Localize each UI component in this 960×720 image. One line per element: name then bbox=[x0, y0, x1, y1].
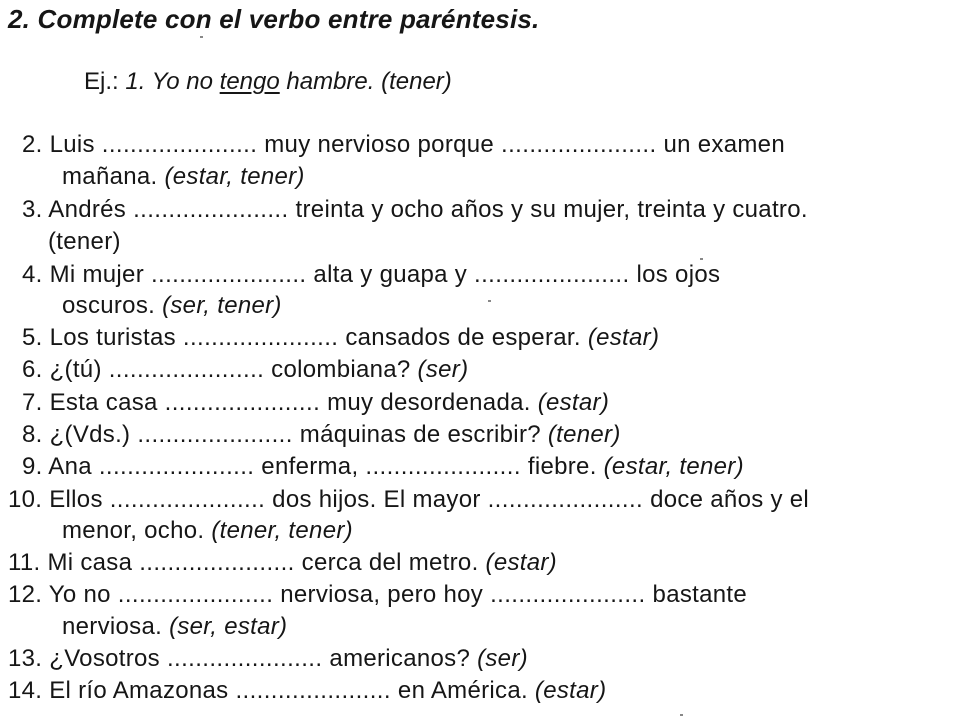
example-prefix: Ej.: bbox=[84, 68, 126, 95]
verb-hint: (tener, tener) bbox=[211, 517, 353, 544]
item-text: 4. Mi mujer bbox=[22, 261, 151, 288]
item-3-line-1 bbox=[22, 196, 808, 224]
verb-hint: (ser) bbox=[477, 645, 528, 672]
item-text: muy nervioso porque bbox=[257, 131, 502, 158]
item-text: 13. ¿Vosotros bbox=[8, 645, 167, 672]
item-text: 10. Ellos bbox=[8, 486, 110, 513]
item-9-line bbox=[22, 453, 744, 481]
item-10-line-2 bbox=[62, 517, 353, 545]
answer-blank[interactable]: ...................... bbox=[133, 196, 289, 223]
answer-blank[interactable]: ...................... bbox=[101, 131, 258, 158]
verb-hint: (estar) bbox=[534, 677, 607, 704]
item-5-line bbox=[22, 324, 659, 352]
item-13-line bbox=[8, 645, 528, 673]
item-text: alta y guapa y bbox=[306, 261, 475, 288]
verb-hint: (estar, tener) bbox=[164, 163, 305, 190]
item-7-line bbox=[22, 389, 609, 417]
verb-hint: (tener) bbox=[48, 228, 121, 255]
item-text: nerviosa, pero hoy bbox=[273, 581, 491, 608]
scan-speck bbox=[700, 258, 703, 260]
item-4-line-2 bbox=[62, 292, 282, 320]
answer-blank[interactable]: ...................... bbox=[150, 261, 307, 288]
item-text: 7. Esta casa bbox=[22, 389, 165, 416]
item-text: doce años y el bbox=[643, 486, 810, 513]
item-text: 9. Ana bbox=[22, 453, 99, 480]
verb-hint: (ser, tener) bbox=[162, 292, 282, 319]
answer-blank[interactable]: ...................... bbox=[182, 324, 339, 351]
exercise-heading: 2. Complete con el verbo entre paréntesis. bbox=[8, 4, 540, 34]
item-text: 11. Mi casa bbox=[8, 549, 140, 576]
scan-speck bbox=[680, 714, 683, 716]
item-text: cansados de esperar. bbox=[338, 324, 588, 351]
item-text: treinta y ocho años y su mujer, treinta y cuatro. bbox=[288, 196, 808, 223]
item-text: mañana. bbox=[62, 163, 165, 190]
item-2-line-2 bbox=[62, 163, 305, 191]
answer-blank[interactable]: ...................... bbox=[487, 486, 644, 513]
item-6-line bbox=[22, 356, 468, 384]
item-3-line-2 bbox=[48, 228, 121, 256]
item-text: americanos? bbox=[322, 645, 478, 672]
item-text: bastante bbox=[645, 581, 748, 608]
item-text: dos hijos. El mayor bbox=[265, 486, 488, 513]
example-answer: tengo bbox=[219, 68, 280, 95]
item-text: 2. Luis bbox=[22, 131, 102, 158]
item-text: oscuros. bbox=[62, 292, 163, 319]
item-12-line-2 bbox=[62, 613, 287, 641]
verb-hint: (estar) bbox=[485, 549, 557, 576]
answer-blank[interactable]: ...................... bbox=[117, 581, 274, 608]
answer-blank[interactable]: ...................... bbox=[108, 356, 265, 383]
answer-blank[interactable]: ...................... bbox=[164, 389, 321, 416]
item-14-line bbox=[8, 677, 606, 705]
example-post: hambre. (tener) bbox=[279, 68, 452, 95]
item-text: máquinas de escribir? bbox=[292, 421, 548, 448]
item-text: los ojos bbox=[629, 261, 721, 288]
answer-blank[interactable]: ...................... bbox=[98, 453, 255, 480]
item-text: cerca del metro. bbox=[294, 549, 486, 576]
answer-blank[interactable]: ...................... bbox=[166, 645, 323, 672]
answer-blank[interactable]: ...................... bbox=[139, 549, 295, 576]
example-pre: Yo no bbox=[145, 68, 220, 95]
item-text: en América. bbox=[390, 677, 535, 704]
item-text: 6. ¿(tú) bbox=[22, 356, 109, 383]
item-text: nerviosa. bbox=[62, 613, 170, 640]
verb-hint: (estar) bbox=[537, 389, 610, 416]
item-text: 3. Andrés bbox=[22, 196, 134, 223]
answer-blank[interactable]: ...................... bbox=[490, 581, 646, 608]
example-sentence bbox=[84, 68, 452, 96]
item-text: un examen bbox=[656, 131, 785, 158]
item-text: fiebre. bbox=[520, 453, 604, 480]
item-text: colombiana? bbox=[264, 356, 418, 383]
verb-hint: (tener) bbox=[547, 421, 621, 448]
scan-speck bbox=[200, 36, 203, 38]
item-text: 12. Yo no bbox=[8, 581, 118, 608]
verb-hint: (estar) bbox=[587, 324, 660, 351]
item-11-line bbox=[8, 549, 557, 577]
scan-speck bbox=[488, 300, 491, 302]
item-2-line-1 bbox=[22, 131, 785, 159]
item-text: menor, ocho. bbox=[62, 517, 212, 544]
verb-hint: (estar, tener) bbox=[603, 453, 744, 480]
answer-blank[interactable]: ...................... bbox=[137, 421, 293, 448]
verb-hint: (ser, estar) bbox=[169, 613, 288, 640]
answer-blank[interactable]: ...................... bbox=[501, 131, 657, 158]
item-8-line bbox=[22, 421, 621, 449]
item-10-line-1 bbox=[8, 486, 809, 514]
item-text: 14. El río Amazonas bbox=[8, 677, 236, 704]
answer-blank[interactable]: ...................... bbox=[365, 453, 521, 480]
answer-blank[interactable]: ...................... bbox=[235, 677, 391, 704]
item-text: enferma, bbox=[254, 453, 366, 480]
item-text: 8. ¿(Vds.) bbox=[22, 421, 138, 448]
example-number: 1. bbox=[125, 68, 146, 95]
verb-hint: (ser) bbox=[417, 356, 469, 383]
answer-blank[interactable]: ...................... bbox=[474, 261, 630, 288]
item-text: 5. Los turistas bbox=[22, 324, 183, 351]
item-12-line-1 bbox=[8, 581, 747, 609]
answer-blank[interactable]: ...................... bbox=[109, 486, 266, 513]
item-text: muy desordenada. bbox=[320, 389, 538, 416]
item-4-line-1 bbox=[22, 261, 720, 289]
